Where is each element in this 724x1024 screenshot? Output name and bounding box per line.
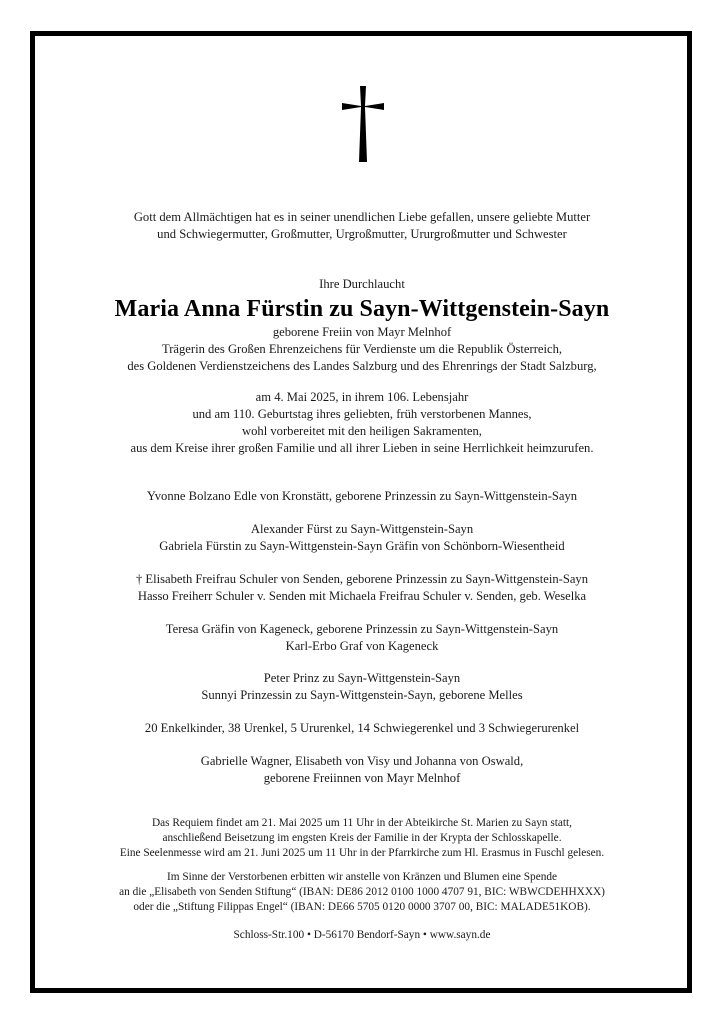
donation-line: oder die „Stiftung Filippas Engel“ (IBAN: DE66 5705 0120 0000 3707 00, BIC: MALADE51KOB). bbox=[133, 901, 591, 913]
death-line: wohl vorbereitet mit den heiligen Sakramenten, bbox=[242, 424, 482, 438]
deceased-name-text: Maria Anna Fürstin zu Sayn-Wittgenstein-Sayn bbox=[114, 296, 610, 322]
intro-line: Gott dem Allmächtigen hat es in seiner unendlichen Liebe gefallen, unsere geliebte Mutter bbox=[133, 210, 591, 224]
family-line: Karl-Erbo Graf von Kageneck bbox=[285, 639, 439, 653]
requiem-info bbox=[40, 816, 684, 861]
family-group-5 bbox=[40, 670, 684, 704]
address-line: Schloss-Str.100 • D-56170 Bendorf-Sayn • www.sayn.de bbox=[233, 929, 491, 941]
family-line: geborene Freiinnen von Mayr Melnhof bbox=[263, 771, 461, 785]
family-group-1 bbox=[40, 488, 684, 505]
family-line: Alexander Fürst zu Sayn-Wittgenstein-Sayn bbox=[250, 522, 474, 536]
detail-line: Trägerin des Großen Ehrenzeichens für Verdienste um die Republik Österreich, bbox=[161, 342, 563, 356]
death-line: am 4. Mai 2025, in ihrem 106. Lebensjahr bbox=[255, 390, 469, 404]
detail-line: geborene Freiin von Mayr Melnhof bbox=[272, 325, 452, 339]
deceased-name bbox=[40, 295, 684, 323]
death-notice bbox=[40, 389, 684, 457]
requiem-line: Das Requiem findet am 21. Mai 2025 um 11 Uhr in der Abteikirche St. Marien zu Sayn statt, bbox=[152, 817, 572, 829]
detail-line: des Goldenen Verdienstzeichens des Landes Salzburg und des Ehrenrings der Stadt Salzburg, bbox=[127, 359, 597, 373]
death-line: und am 110. Geburtstag ihres geliebten, früh verstorbenen Mannes, bbox=[192, 407, 532, 421]
intro-line: und Schwiegermutter, Großmutter, Urgroßmutter, Ururgroßmutter und Schwester bbox=[157, 227, 567, 241]
honorific-text: Ihre Durchlaucht bbox=[319, 277, 405, 291]
requiem-line: Eine Seelenmesse wird am 21. Juni 2025 um 11 Uhr in der Pfarrkirche zum Hl. Erasmus in Fuschl gelesen. bbox=[119, 847, 605, 859]
honorific bbox=[40, 276, 684, 293]
family-line: 20 Enkelkinder, 38 Urenkel, 5 Ururenkel, 14 Schwiegerenkel und 3 Schwiegerurenkel bbox=[144, 721, 580, 735]
family-line: Sunnyi Prinzessin zu Sayn-Wittgenstein-Sayn, geborene Melles bbox=[201, 688, 523, 702]
family-group-7 bbox=[40, 753, 684, 787]
family-line: Yvonne Bolzano Edle von Kronstätt, geborene Prinzessin zu Sayn-Wittgenstein-Sayn bbox=[146, 489, 578, 503]
family-line: Teresa Gräfin von Kageneck, geborene Prinzessin zu Sayn-Wittgenstein-Sayn bbox=[165, 622, 559, 636]
donation-line: Im Sinne der Verstorbenen erbitten wir anstelle von Kränzen und Blumen eine Spende bbox=[166, 871, 558, 883]
family-group-6 bbox=[40, 720, 684, 737]
cross-icon bbox=[341, 86, 385, 162]
deceased-details bbox=[40, 324, 684, 375]
intro-text bbox=[40, 209, 684, 243]
family-line: Gabriela Fürstin zu Sayn-Wittgenstein-Sayn Gräfin von Schönborn-Wiesentheid bbox=[159, 539, 565, 553]
family-line: Hasso Freiherr Schuler v. Senden mit Michaela Freifrau Schuler v. Senden, geb. Weselka bbox=[137, 589, 587, 603]
family-group-3 bbox=[40, 571, 684, 605]
donation-line: an die „Elisabeth von Senden Stiftung“ (IBAN: DE86 2012 0100 1000 4707 91, BIC: WBWCDEHHXXX) bbox=[119, 886, 605, 898]
family-line: Gabrielle Wagner, Elisabeth von Visy und Johanna von Oswald, bbox=[200, 754, 524, 768]
requiem-line: anschließend Beisetzung im engsten Kreis der Familie in der Krypta der Schlosskapelle. bbox=[162, 832, 562, 844]
family-group-4 bbox=[40, 621, 684, 655]
family-group-2 bbox=[40, 521, 684, 555]
address-footer bbox=[40, 928, 684, 943]
family-line: † Elisabeth Freifrau Schuler von Senden, geborene Prinzessin zu Sayn-Wittgenstein-Sayn bbox=[135, 572, 589, 586]
donation-info bbox=[40, 870, 684, 915]
family-line: Peter Prinz zu Sayn-Wittgenstein-Sayn bbox=[263, 671, 461, 685]
death-line: aus dem Kreise ihrer großen Familie und all ihrer Lieben in seine Herrlichkeit heimzurufen. bbox=[130, 441, 594, 455]
